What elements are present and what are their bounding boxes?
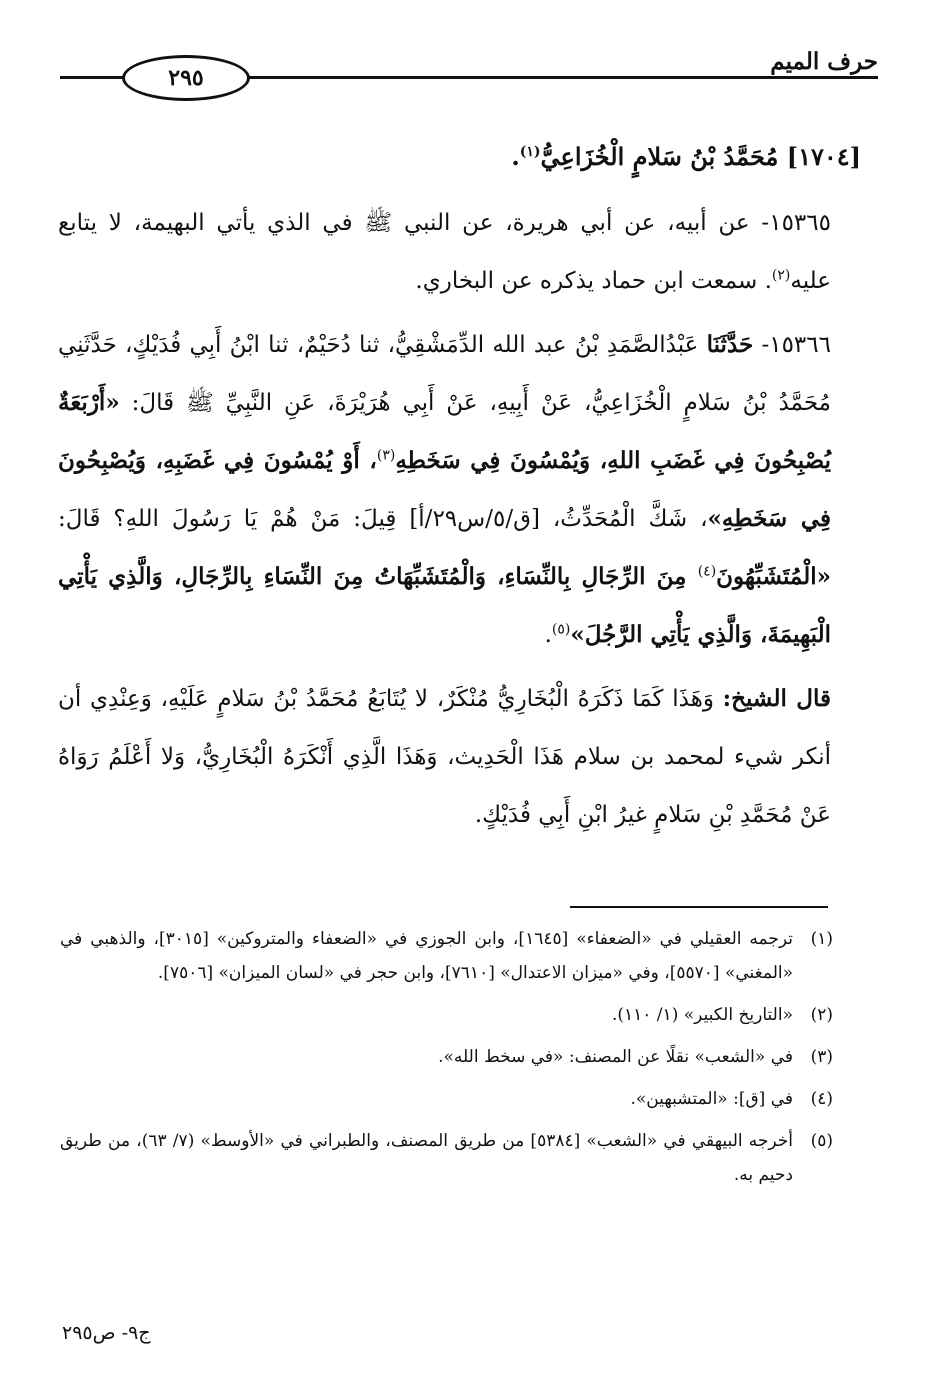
footnote-text: «التاريخ الكبير» (١/ ١١٠).	[611, 1005, 793, 1025]
footnote-ref-5: (٥)	[551, 621, 571, 638]
hadith-15365-after: . سمعت ابن حماد يذكره عن البخاري.	[415, 268, 772, 294]
haddathana: حَدَّثَنَا	[706, 331, 754, 358]
footnote-1	[60, 922, 833, 990]
footnote-ref-1: (١)	[519, 144, 541, 160]
footnote-number: (٤)	[810, 1089, 833, 1109]
footnote-5	[60, 1124, 833, 1192]
shaykh-text: وَهَذَا كَمَا ذَكَرَهُ الْبُخَارِيُّ مُنْكَرٌ، لا يُتَابَعُ مُحَمَّدُ بْنُ سَلامٍ عَلَيْهِ، وَعِنْدِي أن أنكر شيء لمحمد بن سلام هَذَا الْحَدِيث، وَهَذَا الَّذِي أَنْكَرَهُ الْبُخَارِيُّ، وَلا أَعْلَمُ رَوَاهُ عَنْ مُحَمَّدِ بْنِ سَلامٍ غيرُ ابْنِ أَبِي فُدَيْكٍ.	[58, 686, 831, 828]
entry-heading	[58, 128, 861, 186]
main-text	[58, 128, 861, 850]
hadith-15366-isnad: عَبْدُالصَّمَدِ بْنُ عبد الله الدِّمَشْقِيُّ، ثنا دُحَيْمٌ، ثنا ابْنُ أَبِي فُدَيْكٍ، حَدَّثَنِي مُحَمَّدُ بْنُ سَلامٍ الْخُزَاعِيُّ، عَنْ أَبِيهِ، عَنْ أَبِي هُرَيْرَةَ، عَنِ النَّبِيِّ ﷺ قَالَ:	[58, 332, 832, 416]
page-number: ٢٩٥	[168, 65, 204, 91]
footnote-text: أخرجه البيهقي في «الشعب» [٥٣٨٤] من طريق المصنف، والطبراني في «الأوسط» (٧/ ٦٣)، من طريق دحيم به.	[60, 1131, 794, 1185]
hadith-15366-end: .	[544, 622, 552, 648]
hadith-15366	[58, 316, 861, 664]
footnote-text: في [ق]: «المتشبهين».	[630, 1089, 793, 1109]
footnote-number: (٢)	[810, 1005, 833, 1025]
footnote-number: (١)	[810, 929, 833, 949]
footnotes	[60, 922, 833, 1200]
footer-signature: ج٩- ص٢٩٥	[62, 1322, 151, 1344]
footnote-text: في «الشعب» نقلًا عن المصنف: «في سخط الله».	[438, 1047, 793, 1067]
footnote-3	[60, 1040, 833, 1074]
hadith-15366-matn-2: ، أَوْ يُمْسُونَ فِي غَضَبِهِ، وَيُصْبِحُونَ فِي سَخَطِهِ»	[58, 447, 831, 532]
page-number-oval	[122, 55, 250, 101]
hadith-15366-matn-1: «أَرْبَعَةٌ يُصْبِحُونَ فِي غَضَبِ اللهِ، وَيُمْسُونَ فِي سَخَطِهِ	[58, 389, 831, 474]
footnote-2	[60, 998, 833, 1032]
footnote-ref-4: (٤)	[697, 563, 717, 580]
hadith-15366-number: ١٥٣٦٦-	[761, 332, 831, 358]
hadith-15365	[58, 194, 861, 310]
footnote-ref-2: (٢)	[771, 267, 791, 284]
hadith-15365-text: ١٥٣٦٥- عن أبيه، عن أبي هريرة، عن النبي ﷺ في الذي يأتي البهيمة، لا يتابع عليه	[58, 210, 831, 294]
footnote-4	[60, 1082, 833, 1116]
footnote-ref-3: (٣)	[376, 447, 396, 464]
hadith-15366-doubt: ، شَكَّ الْمُحَدِّثُ، [ق/٥/س٢٩/أ] قِيلَ: مَنْ هُمْ يَا رَسُولَ اللهِ؟ قَالَ:	[58, 506, 708, 532]
entry-heading-end: .	[511, 142, 520, 171]
footnote-number: (٥)	[810, 1131, 833, 1151]
footnote-text: ترجمه العقيلي في «الضعفاء» [١٦٤٥]، وابن الجوزي في «الضعفاء والمتروكين» [٣٠١٥]، والذهبي في «المغني» [٥٥٧٠]، وفي «ميزان الاعتدال» [٧٦١٠]، وابن حجر في «لسان الميزان» [٧٥٠٦].	[60, 929, 793, 983]
shaykh-comment	[58, 670, 861, 844]
entry-heading-text: [١٧٠٤] مُحَمَّدُ بْنُ سَلامٍ الْخُزَاعِيُّ	[540, 142, 861, 171]
hadith-15366-matn-4: مِنَ الرِّجَالِ بِالنِّسَاءِ، وَالْمُتَشَبِّهَاتُ مِنَ النِّسَاءِ بِالرِّجَالِ، وَالَّذِي يَأْتِي الْبَهِيمَةَ، وَالَّذِي يَأْتِي الرَّجُلَ»	[58, 563, 831, 648]
shaykh-label: قال الشيخ:	[722, 685, 831, 712]
page-header	[60, 40, 878, 100]
footnote-number: (٣)	[810, 1047, 833, 1067]
hadith-15366-matn-3: «الْمُتَشَبِّهُونَ	[716, 563, 831, 590]
footnote-separator	[570, 906, 828, 908]
chapter-title: حرف الميم	[770, 48, 878, 75]
